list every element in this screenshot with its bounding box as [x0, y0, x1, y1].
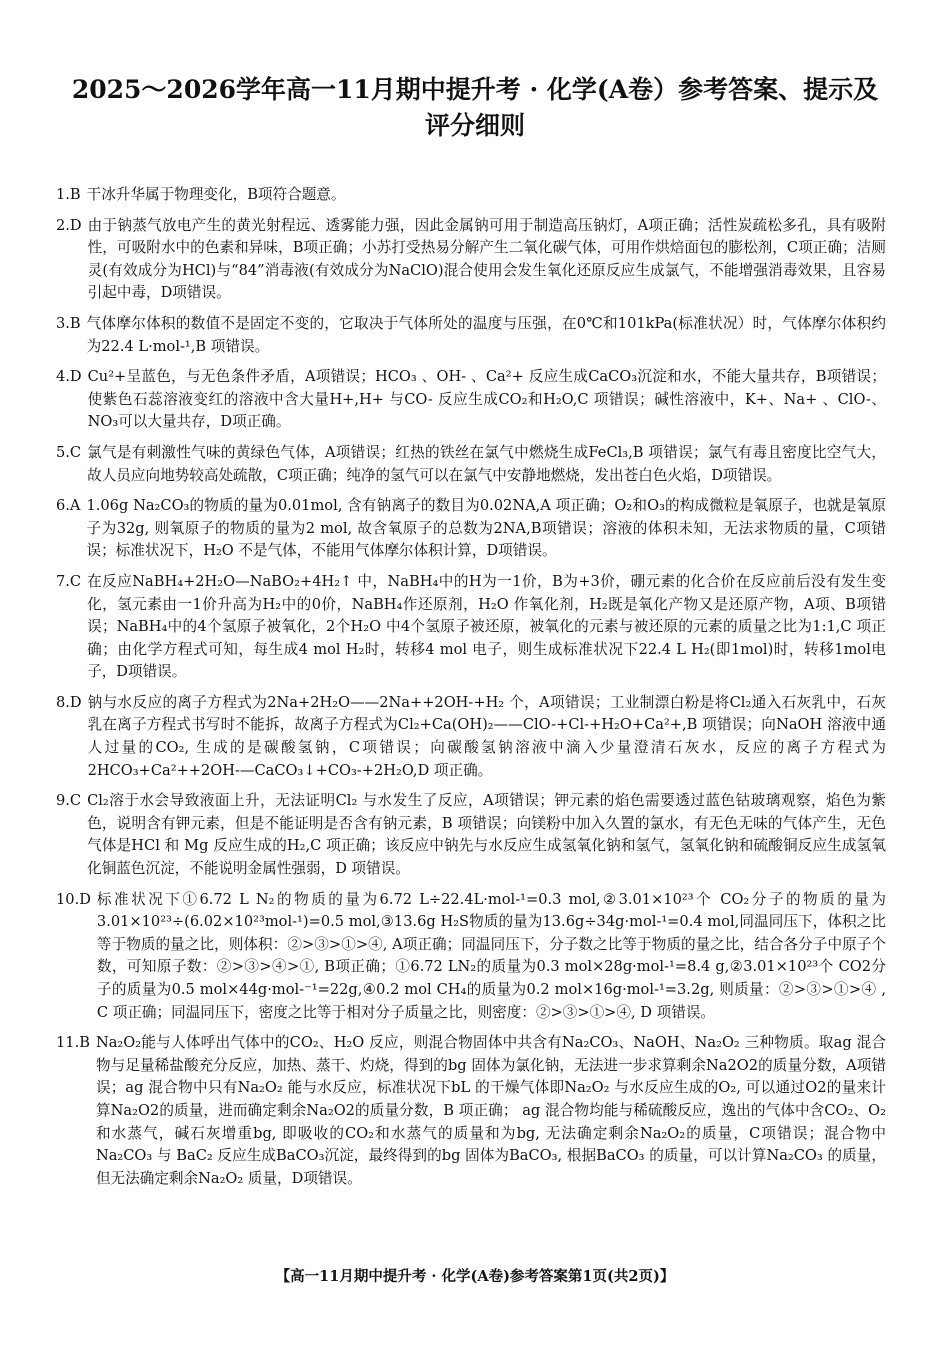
answer-item [56, 889, 886, 1025]
answer-number: 8.D [56, 693, 82, 711]
page-footer: 【高一11月期中提升考 · 化学(A卷)参考答案第1页(共2页)】 [275, 1268, 675, 1285]
answer-number: 1.B [56, 186, 81, 203]
answer-number: 3.B [56, 314, 81, 332]
answer-number: 4.D [56, 368, 82, 386]
answer-item [56, 571, 886, 684]
answer-explanation: Na₂O₂能与人体呼出气体中的CO₂、H₂O 反应，则混合物固体中共含有Na₂CO₃、NaOH、Na₂O₂ 三种物质。取ag 混合物与足量稀盐酸充分反应，加热、蒸干、灼烧，得到的bg 固体为氯化钠，无法进一步求算剩余Na2O2的质量分数，A项错误；ag 混合物中只有Na₂O₂ 能与水反应，标准状况下bL 的干燥气体即Na₂O₂ 与水反应生成的O₂, 可以通过O2的量来计算Na₂O2的质量，进而确定剩余Na₂O2的质量分数，B 项正确； ag 混合物均能与稀硫酸反应，逸出的气体中含CO₂、O₂和水蒸气，碱石灰增重bg, 即吸收的CO₂和水蒸气的质量和为bg, 无法确定剩余Na₂O₂的质量，C项错误；混合物中Na₂CO₃ 与 BaC₂ 反应生成BaCO₃沉淀，最终得到的bg 固体为BaCO₃, 根据BaCO₃ 的质量，可以计算Na₂CO₃ 的质量，但无法确定剩余Na₂O₂ 质量，D项错误。 [95, 1034, 886, 1187]
answer-number: 10.D [56, 890, 91, 908]
answer-item [56, 692, 886, 782]
answer-explanation: 由于钠蒸气放电产生的黄光射程远、透雾能力强，因此金属钠可用于制造高压钠灯，A项正确；活性炭疏松多孔，具有吸附性，可吸附水中的色素和异味，B项正确；小苏打受热易分解产生二氧化碳气体，可用作烘焙面包的膨松剂，C项正确；洁厕灵(有效成分为HCl)与“84”消毒液(有效成分为NaClO)混合使用会发生氧化还原反应生成氯气，不能增强消毒效果，且容易引起中毒，D项错误。 [87, 216, 886, 302]
answer-explanation: 在反应NaBH₄+2H₂O—NaBO₂+4H₂↑ 中，NaBH₄中的H为一1价，B为+3价，硼元素的化合价在反应前后没有发生变化，氢元素由一1价升高为H₂中的0价，NaBH₄作还原剂，H₂O 作氧化剂，H₂既是氧化产物又是还原产物，A项、B项错误；NaBH₄中的4个氢原子被氧化，2个H₂O 中4个氢原子被还原，被氧化的元素与被还原的元素的质量之比为1:1,C 项正确；由化学方程式可知，每生成4 mol H₂时，转移4 mol 电子，则生成标准状况下22.4 L H₂(即1mol)时，转移1mol电子，D项错误。 [87, 572, 886, 681]
answer-number: 7.C [56, 572, 82, 590]
answer-explanation: Cu²+呈蓝色，与无色条件矛盾，A项错误；HCO₃ 、OH- 、Ca²+ 反应生成CaCO₃沉淀和水，不能大量共存，B项错误；使紫色石蕊溶液变红的溶液中含大量H+,H+ 与CO- 反应生成CO₂和H₂O,C 项错误；碱性溶液中，K+、Na+ 、ClO-、NO₃可以大量共存，D项正确。 [87, 368, 886, 431]
answer-item [56, 442, 886, 487]
answer-number: 9.C [56, 792, 82, 810]
answer-item [56, 184, 886, 207]
answer-item [56, 790, 886, 880]
answer-number: 6.A [56, 497, 81, 515]
page-title: 2025～2026学年高一11月期中提升考 · 化学(A卷）参考答案、提示及评分细则 [71, 75, 879, 140]
answer-item [56, 495, 886, 563]
answer-explanation: 干冰升华属于物理变化，B项符合题意。 [86, 186, 346, 203]
answer-explanation: 标准状况下①6.72 L N₂的物质的量为6.72 L÷22.4L·mol-¹=0.3 mol,②3.01×10²³个 CO₂分子的物质的量为3.01×10²³÷(6.02×10²³mol-¹)=0.5 mol,③13.6g H₂S物质的量为13.6g÷34g·mol-¹=0.4 mol,同温同压下，体积之比等于物质的量之比，则体积：②>③>①>④, A项正确；同温同压下，分子数之比等于物质的量之比，结合各分子中原子个数，可知原子数：②>③>④>①, B项正确；①6.72 LN₂的质量为0.3 mol×28g·mol-¹=8.4 g,②3.01×10²³个 CO2分子的质量为0.5 mol×44g·mol-⁻¹=22g,④0.2 mol CH₄的质量为0.2 mol×16g·mol-¹=3.2g, 则质量：②>③>①>④ , C 项正确；同温同压下，密度之比等于相对分子质量之比，则密度：②>③>①>④, D 项错误。 [96, 890, 886, 1021]
answer-explanation: 钠与水反应的离子方程式为2Na+2H₂O——2Na++2OH-+H₂ 个，A项错误；工业制漂白粉是将Cl₂通入石灰乳中，石灰乳在离子方程式书写时不能拆，故离子方程式为Cl₂+Ca(OH)₂——ClO-+Cl-+H₂O+Ca²+,B 项错误；向NaOH 溶液中通人过量的CO₂, 生成的是碳酸氢钠，C项错误；向碳酸氢钠溶液中滴入少量澄清石灰水，反应的离子方程式为2HCO₃+Ca²++2OH-—CaCO₃↓+CO₃-+2H₂O,D 项正确。 [87, 693, 886, 779]
answer-explanation: 1.06g Na₂CO₃的物质的量为0.01mol, 含有钠离子的数目为0.02NA,A 项正确；O₂和O₃的构成微粒是氧原子，也就是氧原子为32g, 则氧原子的物质的量为2 mol, 故含氧原子的总数为2NA,B项错误；溶液的体积未知，无法求物质的量，C项错误；标准状况下，H₂O 不是气体，不能用气体摩尔体积计算，D项错误。 [86, 497, 886, 560]
answer-item [56, 366, 886, 434]
answer-number: 11.B [56, 1034, 90, 1052]
answer-explanation: 气体摩尔体积的数值不是固定不变的，它取决于气体所处的温度与压强，在0℃和101kPa(标准状况）时，气体摩尔体积约为22.4 L·mol-¹,B 项错误。 [86, 314, 886, 355]
answer-item [56, 1032, 886, 1190]
answer-item [56, 215, 886, 305]
answer-list [56, 184, 886, 1198]
answer-item [56, 313, 886, 358]
answer-number: 5.C [56, 443, 82, 461]
answer-number: 2.D [56, 216, 82, 234]
answer-explanation: Cl₂溶于水会导致液面上升，无法证明Cl₂ 与水发生了反应，A项错误；钾元素的焰色需要透过蓝色钴玻璃观察，焰色为紫色，说明含有钾元素，但是不能证明是否含有钠元素，B 项错误；向镁粉中加入久置的氯水，有无色无味的气体产生，无色气体是HCl 和 Mg 反应生成的H₂,C 项正确；该反应中钠先与水反应生成氢氧化钠和氢气，氢氧化钠和硫酸铜反应生成氢氧化铜蓝色沉淀，不能说明金属性强弱，D 项错误。 [87, 792, 886, 878]
answer-explanation: 氯气是有刺激性气味的黄绿色气体，A项错误；红热的铁丝在氯气中燃烧生成FeCl₃,B 项错误；氯气有毒且密度比空气大，故人员应向地势较高处疏散，C项正确；纯净的氢气可以在氯气中安静地燃烧，发出苍白色火焰，D项错误。 [87, 443, 886, 484]
